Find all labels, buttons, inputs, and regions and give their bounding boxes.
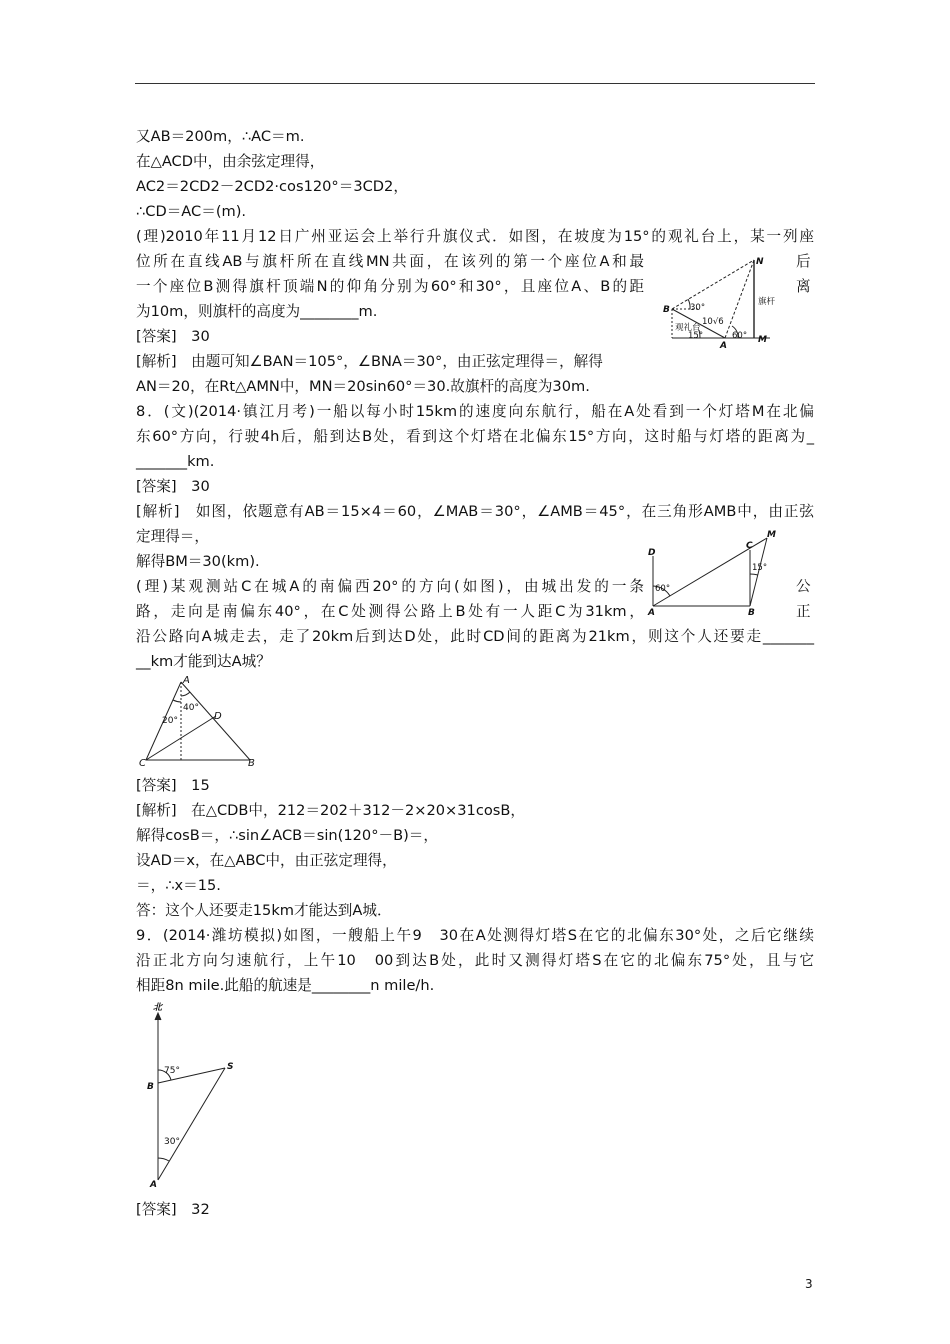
text-line: 一个座位B测得旗杆顶端N的仰角分别为60°和30°，且座位A、B的距: [136, 278, 644, 295]
label-b: B: [748, 608, 755, 618]
text-line: 东60°方向，行驶4h后，船到达B处，看到这个灯塔在北偏东15°方向，这时船与灯塔的距离为_: [136, 428, 814, 445]
text-line: ＝，∴x＝15.: [136, 877, 221, 894]
label-angle-75: 75°: [164, 1066, 180, 1076]
label-distance: 10√6: [702, 317, 724, 327]
label-north: 北: [153, 1003, 163, 1013]
text-line: 解得BM＝30(km).: [136, 553, 260, 570]
answer-label: [答案] 30: [136, 328, 210, 345]
label-b: B: [663, 305, 670, 315]
label-n: N: [756, 257, 764, 267]
label-a: A: [648, 608, 655, 618]
label-a: A: [150, 1180, 157, 1190]
analysis-label: [解析] 在△CDB中，212＝202＋312－2×20×31cosB，: [136, 802, 526, 819]
label-angle-60: 60°: [655, 584, 671, 594]
as-line: [158, 1068, 225, 1180]
text-line: 定理得＝，: [136, 528, 209, 545]
header-rule: [135, 83, 815, 84]
flagpole-figure: [660, 252, 780, 351]
text-line-tail: 正: [796, 603, 811, 620]
label-b: B: [248, 758, 255, 769]
label-c: C: [139, 758, 146, 769]
label-s: S: [227, 1062, 234, 1072]
question-8: 8．(文)(2014·镇江月考)一船以每小时15km的速度向东航行，船在A处看到一个灯塔M在北偏: [136, 403, 814, 420]
label-a: A: [720, 341, 727, 351]
analysis-label: [解析] 如图，依题意有AB＝15×4＝60，∠MAB＝30°，∠AMB＝45°，在三角形AMB中，由正弦: [136, 503, 814, 520]
text-line: 相距8n mile.此船的航速是________n mile/h.: [136, 977, 435, 994]
page-number: 3: [805, 1277, 813, 1291]
text-line: 沿公路向A城走去，走了20km后到达D处，此时CD间的距离为21km，则这个人还要走_______: [136, 628, 814, 645]
label-angle-20: 20°: [162, 716, 178, 726]
text-line: 解得cosB＝，∴sin∠ACB＝sin(120°－B)＝，: [136, 827, 438, 844]
label-b: B: [147, 1082, 154, 1092]
label-angle-15: 15°: [752, 563, 768, 573]
label-d: D: [214, 711, 222, 722]
label-m: M: [767, 530, 776, 540]
text-line: __km才能到达A城？: [136, 653, 271, 670]
text-line: 在△ACD中，由余弦定理得，: [136, 153, 325, 170]
angle-arc-15: [750, 574, 758, 575]
text-line: (理)某观测站C在城A的南偏西20°的方向(如图)，由城出发的一条: [136, 578, 644, 595]
sight-line-b: [672, 260, 754, 309]
text-line: ∴CD＝AC＝(m).: [136, 203, 247, 220]
angle-arc-20: [173, 700, 181, 702]
label-m: M: [758, 335, 767, 345]
text-line: 又AB＝200m，∴AC＝m.: [136, 128, 305, 145]
text-line: _______km.: [136, 453, 215, 470]
label-d: D: [648, 548, 656, 558]
north-figure: [142, 998, 252, 1188]
label-a: A: [183, 675, 190, 686]
label-flagpole: 旗杆: [758, 297, 776, 307]
label-stand: 观礼台: [675, 323, 701, 333]
text-line: 位所在直线AB与旗杆所在直线MN共面，在该列的第一个座位A和最: [136, 253, 644, 270]
sight-line-a: [725, 260, 754, 338]
ship-figure: [645, 528, 785, 618]
answer-label: [答案] 15: [136, 777, 210, 794]
question-9: 9．(2014·潍坊模拟)如图，一艘船上午9 30在A处测得灯塔S在它的北偏东30°处，之后它继续: [136, 927, 814, 944]
answer-label: [答案] 30: [136, 478, 210, 495]
label-c: C: [746, 541, 753, 551]
label-angle-40: 40°: [183, 703, 199, 713]
answer-label: [答案] 32: [136, 1201, 210, 1218]
text-line: 路，走向是南偏东40°，在C处测得公路上B处有一人距C为31km，: [136, 603, 644, 620]
text-line-tail: 后: [796, 253, 811, 270]
analysis-label: [解析] 由题可知∠BAN＝105°，∠BNA＝30°，由正弦定理得＝，解得: [136, 353, 603, 370]
text-line: 答：这个人还要走15km才能达到A城．: [136, 902, 392, 919]
label-angle-60: 60°: [732, 331, 748, 341]
text-line: AN＝20，在Rt△AMN中，MN＝20sin60°＝30.故旗杆的高度为30m.: [136, 378, 590, 395]
text-line: 设AD＝x，在△ABC中，由正弦定理得，: [136, 852, 397, 869]
label-angle-30: 30°: [690, 303, 706, 313]
label-angle-15: 15°: [688, 331, 704, 341]
text-line: 为10m，则旗杆的高度为________m.: [136, 303, 378, 320]
text-line-tail: 公: [796, 578, 811, 595]
text-line: 沿正北方向匀速航行，上午10 00到达B处，此时又测得灯塔S在它的北偏东75°处，且与它: [136, 952, 814, 969]
text-line: AC2＝2CD2－2CD2·cos120°＝3CD2，: [136, 178, 408, 195]
label-angle-30: 30°: [164, 1137, 180, 1147]
north-arrow-icon: [155, 1013, 161, 1020]
city-figure: [138, 674, 264, 770]
text-line-tail: 离: [796, 278, 811, 295]
angle-arc-40: [181, 692, 190, 696]
text-line: (理)2010年11月12日广州亚运会上举行升旗仪式．如图，在坡度为15°的观礼台上，某一列座: [136, 228, 814, 245]
angle-arc-30: [158, 1158, 169, 1161]
